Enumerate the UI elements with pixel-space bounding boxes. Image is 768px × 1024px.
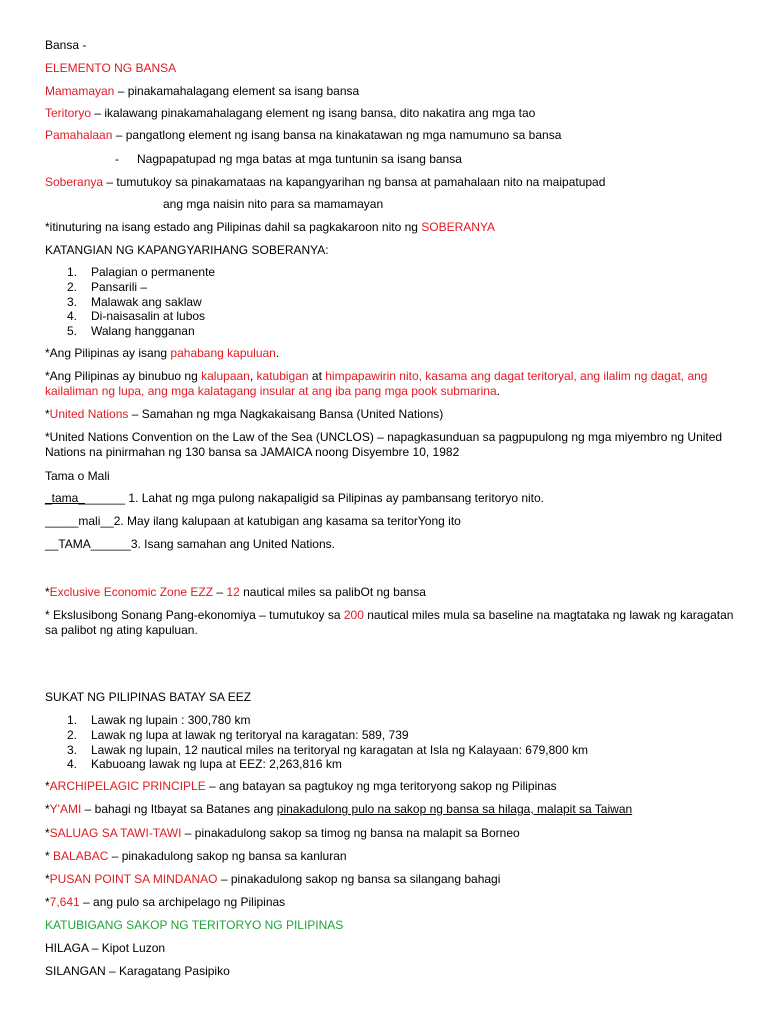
binubuo-paragraph: *Ang Pilipinas ay binubuo ng kalupaan, katubigan at himpapawirin nito, kasama ang dagat teritoryal, ang ilalim ng dagat, ang kailaliman ng lupa, ang mga kalatagang insular at ang iba pang mga pook submarina. [45,369,708,398]
eez-term: Exclusive Economic Zone EZZ [49,585,214,599]
hilaga-line: HILAGA – Kipot Luzon [45,941,166,955]
pamahalaan-sub-dash: - [115,152,119,166]
balabac-line: * BALABAC – pinakadulong sakop ng bansa sa kanluran [45,849,347,863]
teritoryo-line [45,106,535,121]
himpapawirin-term: himpapawirin nito, kasama ang dagat teritoryal, ang ilalim ng dagat, ang kailaliman ng lupa, ang mga kalatagang insular at ang iba pang mga pook submarina [45,369,708,398]
soberanya-definition: – tumutukoy sa pinakamataas na kapangyarihan ng bansa at pamahalaan nito na maipatupad [103,175,606,189]
yami-line: *Y'AMI – bahagi ng Itbayat sa Batanes ang pinakadulong pulo na sakop ng bansa sa hilaga, malapit sa Taiwan [45,802,633,816]
tf-item-3: __TAMA______3. Isang samahan ang United Nations. [45,537,335,551]
list-item: 3. Malawak ang saklaw [67,294,202,309]
unclos-paragraph: *United Nations Convention on the Law of the Sea (UNCLOS) – napagkasunduan sa pagpupulong ng mga miyembro ng United Nations na pinirmahan ng 130 bansa sa JAMAICA noong Disyembre 10, 1982 [45,430,723,459]
pamahalaan-term: Pamahalaan [45,128,113,142]
tf-item-2: _____mali__2. May ilang kalupaan at katubigan ang kasama sa teritorYong ito [45,514,461,528]
united-nations-term: United Nations [49,407,129,421]
katangian-heading: KATANGIAN NG KAPANGYARIHANG SOBERANYA: [45,243,329,257]
silangan-line: SILANGAN – Karagatang Pasipiko [45,964,230,978]
pusan-term: PUSAN POINT SA MINDANAO [49,872,218,886]
katubigan-term: katubigan [256,369,309,383]
soberanya-line [45,175,605,190]
eez-line: *Exclusive Economic Zone EZZ – 12 nautical miles sa palibOt ng bansa [45,585,426,599]
itinuturing-soberanya: SOBERANYA [421,220,496,234]
katubigan-heading: KATUBIGANG SAKOP NG TERITORYO NG PILIPINAS [45,918,344,932]
pulo-count: 7,641 [49,895,80,909]
list-item: 1. Palagian o permanente [67,265,216,279]
united-nations-line: *United Nations – Samahan ng mga Nagkakaisang Bansa (United Nations) [45,407,444,421]
list-item: 2. Lawak ng lupa at lawak ng teritoryal na karagatan: 589, 739 [67,727,409,742]
pamahalaan-definition: – pangatlong element ng isang bansa na kinakatawan ng mga namumuno sa bansa [112,128,562,142]
bansa-line: Bansa - [45,38,87,52]
archipelagic-term: ARCHIPELAGIC PRINCIPLE [49,779,206,793]
balabac-term: BALABAC [53,849,109,863]
list-item: 2. Pansarili – [67,279,148,294]
ekslusibong-paragraph: * Ekslusibong Sonang Pang-ekonomiya – tumutukoy sa 200 nautical miles mula sa baseline na magtataka ng lawak ng karagatan sa palibot ng ating kapuluan. [45,608,734,637]
list-item: 4. Kabuoang lawak ng lupa at EEZ: 2,263,816 km [67,757,342,772]
pahabang-kapuluan: pahabang kapuluan [170,346,276,360]
saluag-term: SALUAG SA TAWI-TAWI [49,826,182,840]
yami-underlined: pinakadulong pulo na sakop ng bansa sa hilaga, malapit sa Taiwan [276,802,633,816]
soberanya-continuation: ang mga naisin nito para sa mamamayan [163,197,384,211]
elemento-heading: ELEMENTO NG BANSA [45,61,177,75]
teritoryo-definition: – ikalawang pinakamahalagang element ng isang bansa, dito nakatira ang mga tao [91,106,536,120]
pamahalaan-line [45,128,561,143]
tama-o-mali-heading: Tama o Mali [45,469,110,483]
sukat-list [67,713,588,772]
katangian-list [67,265,215,339]
pamahalaan-sub-line: Nagpapatupad ng mga batas at mga tuntunin sa isang bansa [137,152,462,166]
soberanya-term: Soberanya [45,175,104,189]
pahabang-line: *Ang Pilipinas ay isang pahabang kapuluan. [45,346,280,360]
sukat-heading: SUKAT NG PILIPINAS BATAY SA EEZ [45,690,252,704]
mamamayan-definition: – pinakamahalagang element sa isang bansa [114,84,360,98]
list-item: 3. Lawak ng lupain, 12 nautical miles na teritoryal ng karagatan at Isla ng Kalayaan: 679,800 km [67,742,588,757]
archipelagic-line: *ARCHIPELAGIC PRINCIPLE – ang batayan sa pagtukoy ng mga teritoryong sakop ng Pilipinas [45,779,557,793]
tf-answer-1: _tama_ [45,491,86,505]
list-item: 1. Lawak ng lupain : 300,780 km [67,713,251,727]
list-item: 4. Di-naisasalin at lubos [67,309,206,324]
yami-term: Y'AMI [49,802,82,816]
kalupaan-term: kalupaan [201,369,250,383]
pusan-line: *PUSAN POINT SA MINDANAO – pinakadulong sakop ng bansa sa silangang bahagi [45,872,501,886]
saluag-line: *SALUAG SA TAWI-TAWI – pinakadulong sakop sa timog ng bansa na malapit sa Borneo [45,826,520,840]
mamamayan-line [45,84,359,99]
tf-item-1: _tama_______ 1. Lahat ng mga pulong nakapaligid sa Pilipinas ay pambansang teritoryo nito. [45,491,545,505]
mamamayan-term: Mamamayan [45,84,115,98]
list-item: 5. Walang hangganan [67,324,195,339]
pulo-line: *7,641 – ang pulo sa archipelago ng Pilipinas [45,895,286,909]
tf-answer-3: __TAMA [45,537,91,551]
teritoryo-term: Teritoryo [45,106,92,120]
itinuturing-line [45,220,495,235]
itinuturing-text: *itinuturing na isang estado ang Pilipinas dahil sa pagkakaroon nito ng [45,220,422,234]
eks-number: 200 [343,608,364,622]
eez-number: 12 [226,585,240,599]
